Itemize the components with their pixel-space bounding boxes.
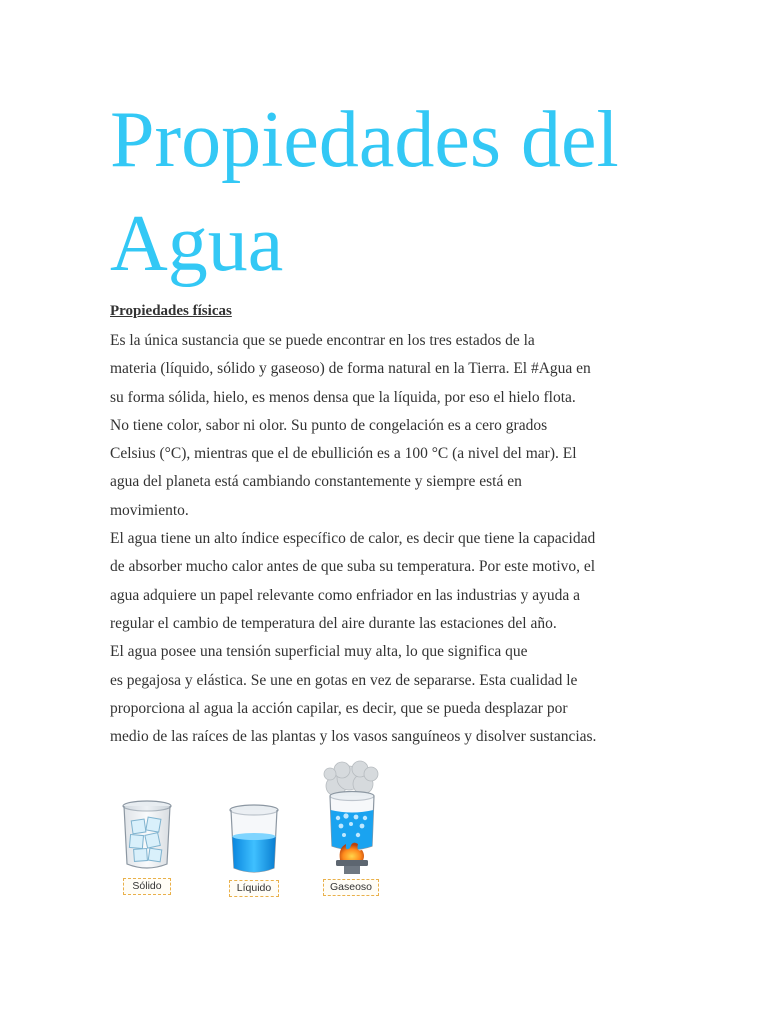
title-line-1: Propiedades del bbox=[110, 96, 619, 184]
text-line: agua del planeta está cambiando constantemente y siempre está en bbox=[110, 473, 522, 491]
section-heading: Propiedades físicas bbox=[110, 303, 232, 319]
text-line: agua adquiere un papel relevante como enfriador en las industrias y ayuda a bbox=[110, 586, 580, 604]
liquid-label: Líquido bbox=[229, 880, 279, 897]
solid-label: Sólido bbox=[123, 878, 171, 895]
text-line: Celsius (°C), mientras que el de ebullición es a 100 °C (a nivel del mar). El bbox=[110, 445, 577, 463]
text-line: medio de las raíces de las plantas y los vasos sanguíneos y disolver sustancias. bbox=[110, 728, 597, 746]
states-of-matter-figure bbox=[110, 0, 670, 1024]
text-line: de absorber mucho calor antes de que suba su temperatura. Por este motivo, el bbox=[110, 558, 596, 576]
text-line: movimiento. bbox=[110, 501, 189, 519]
text-line: su forma sólida, hielo, es menos densa que la líquida, por eso el hielo flota. bbox=[110, 388, 576, 406]
title-line-2: Agua bbox=[110, 200, 284, 288]
gas-label: Gaseoso bbox=[323, 879, 379, 896]
text-line: No tiene color, sabor ni olor. Su punto de congelación es a cero grados bbox=[110, 416, 548, 434]
text-line: El agua tiene un alto índice específico de calor, es decir que tiene la capacidad bbox=[110, 530, 596, 548]
text-line: regular el cambio de temperatura del aire durante las estaciones del año. bbox=[110, 614, 557, 632]
text-line: proporciona al agua la acción capilar, es decir, que se pueda desplazar por bbox=[110, 699, 568, 717]
text-line: Es la única sustancia que se puede encontrar en los tres estados de la bbox=[110, 332, 535, 349]
text-line: materia (líquido, sólido y gaseoso) de forma natural en la Tierra. El #Agua en bbox=[110, 360, 591, 378]
text-line: es pegajosa y elástica. Se une en gotas en vez de separarse. Esta cualidad le bbox=[110, 671, 578, 689]
water-beaker-icon bbox=[227, 802, 281, 876]
boiling-beaker-icon bbox=[316, 760, 388, 876]
ice-beaker-icon bbox=[120, 798, 174, 872]
text-line: El agua posee una tensión superficial muy alta, lo que significa que bbox=[110, 643, 528, 661]
